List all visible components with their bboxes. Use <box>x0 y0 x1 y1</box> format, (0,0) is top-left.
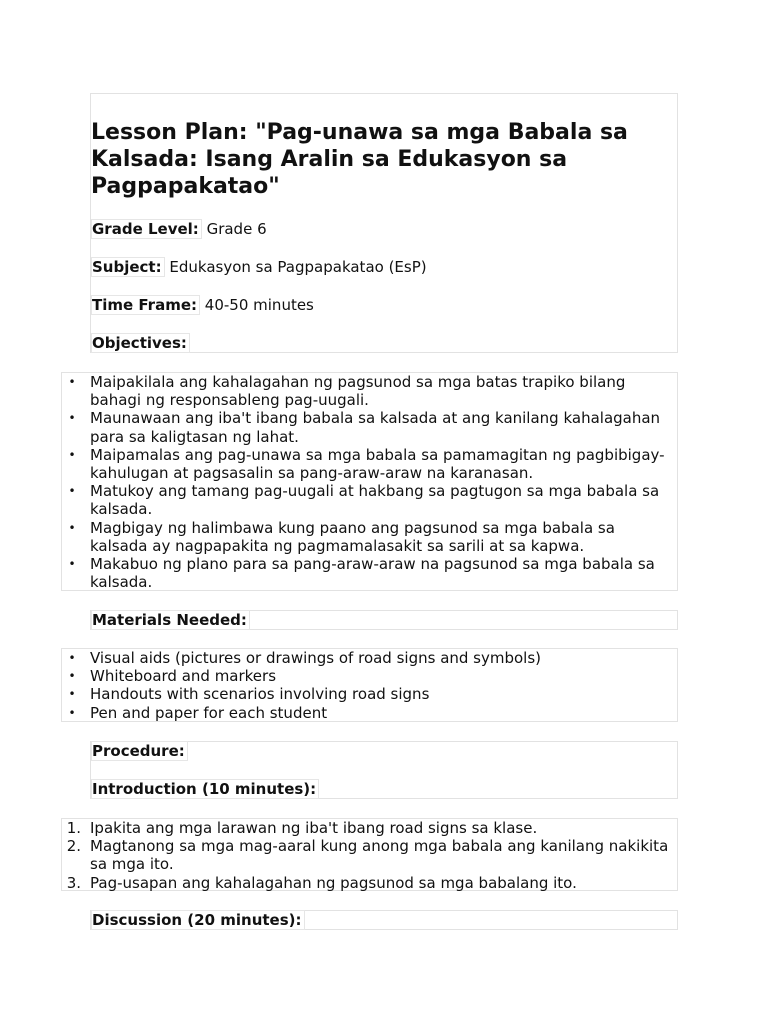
list-item: • Matukoy ang tamang pag-uugali at hakbang sa pagtugon sa mga babala sa kalsada. <box>61 482 673 518</box>
list-number: 3. <box>66 873 81 892</box>
materials-list <box>61 649 673 722</box>
objectives-heading <box>91 334 190 352</box>
grade-level-field <box>91 220 267 238</box>
list-item: • Whiteboard and markers <box>61 667 673 685</box>
objectives-heading-label: Objectives: <box>91 333 190 353</box>
introduction-list <box>61 819 673 892</box>
bullet-icon: • <box>68 651 76 665</box>
list-item: • Maunawaan ang iba't ibang babala sa kalsada at ang kanilang kahalagahan para sa kaligtasan ng lahat. <box>61 409 673 445</box>
list-item: • Pen and paper for each student <box>61 704 673 722</box>
procedure-heading <box>91 742 188 760</box>
discussion-heading-label: Discussion (20 minutes): <box>91 910 305 930</box>
list-item: • Makabuo ng plano para sa pang-araw-araw na pagsunod sa mga babala sa kalsada. <box>61 555 673 591</box>
subject-field <box>91 258 427 276</box>
subject-value: Edukasyon sa Pagpapakatao (EsP) <box>169 258 427 276</box>
page-title: Lesson Plan: "Pag-unawa sa mga Babala sa Kalsada: Isang Aralin sa Edukasyon sa Pagpapakatao" <box>91 120 628 199</box>
materials-heading-label: Materials Needed: <box>91 610 250 630</box>
bullet-icon: • <box>68 520 76 535</box>
bullet-icon: • <box>68 669 76 684</box>
grade-level-label: Grade Level: <box>91 219 202 239</box>
bullet-icon: • <box>68 557 76 572</box>
list-item: • Handouts with scenarios involving road signs <box>61 685 673 703</box>
bullet-icon: • <box>68 484 76 499</box>
subject-label: Subject: <box>91 257 165 277</box>
list-item: 2. Magtanong sa mga mag-aaral kung anong mga babala ang kanilang nakikita sa mga ito. <box>66 837 669 874</box>
list-item: • Visual aids (pictures or drawings of road signs and symbols) <box>61 649 673 667</box>
list-item: • Magbigay ng halimbawa kung paano ang pagsunod sa mga babala sa kalsada ay nagpapakita ng pagmamalasakit sa sarili at sa kapwa. <box>61 519 673 555</box>
time-frame-field <box>91 296 314 314</box>
bullet-icon: • <box>68 705 76 720</box>
procedure-heading-label: Procedure: <box>91 741 188 761</box>
introduction-heading-label: Introduction (10 minutes): <box>91 779 319 799</box>
bullet-icon: • <box>68 375 76 389</box>
list-item: 3. Pag-usapan ang kahalagahan ng pagsunod sa mga babalang ito. <box>66 873 577 892</box>
bullet-icon: • <box>68 687 76 702</box>
list-number: 1. <box>66 819 81 837</box>
list-item: • Maipamalas ang pag-unawa sa mga babala sa pamamagitan ng pagbibigay-kahulugan at pagsasalin sa pang-araw-araw na karanasan. <box>61 446 673 482</box>
discussion-heading <box>91 911 305 929</box>
bullet-icon: • <box>68 411 76 426</box>
objectives-list <box>61 373 673 591</box>
materials-heading <box>91 611 250 629</box>
list-item: 1. Ipakita ang mga larawan ng iba't ibang road signs sa klase. <box>66 819 538 837</box>
time-frame-label: Time Frame: <box>91 295 200 315</box>
list-number: 2. <box>66 837 81 856</box>
grade-level-value: Grade 6 <box>206 220 267 238</box>
list-item: • Maipakilala ang kahalagahan ng pagsunod sa mga batas trapiko bilang bahagi ng responsableng pag-uugali. <box>61 373 673 409</box>
bullet-icon: • <box>68 447 76 462</box>
introduction-heading <box>91 780 319 798</box>
time-frame-value: 40-50 minutes <box>204 296 314 314</box>
